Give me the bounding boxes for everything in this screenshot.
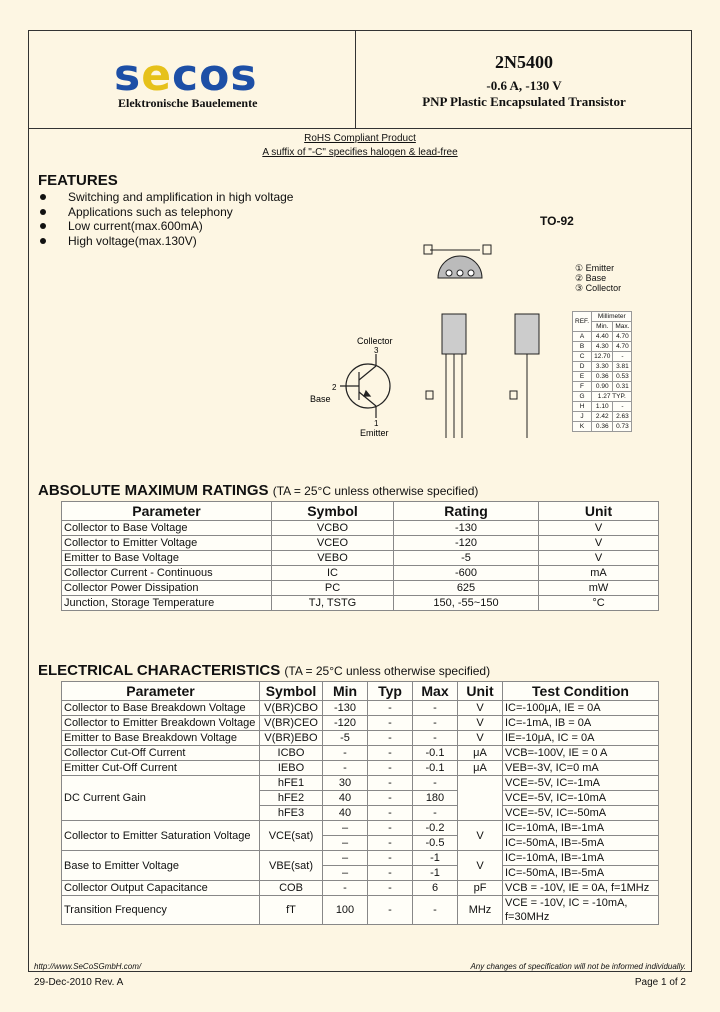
company-logo: secos [114,50,258,101]
dim-min-header: Min. [592,322,613,332]
feature-item: Switching and amplification in high voltage [38,190,293,205]
abs-max-condition: (TA = 25°C unless otherwise specified) [272,484,479,498]
pin-label-collector: ③ Collector [575,283,622,293]
table-row: Collector to Emitter Breakdown Voltage V(BR)CEO -120 - - V IC=-1mA, IB = 0A [62,716,659,731]
table-row: Collector to Base Voltage VCBO -130 V [62,521,659,536]
table-row: hFE2 40 - 180 VCE=-5V, IC=-10mA [62,791,659,806]
table-row: Emitter Cut-Off Current IEBO - - -0.1 μA VEB=-3V, IC=0 mA [62,761,659,776]
table-row: Collector to Base Breakdown Voltage V(BR)CBO -130 - - V IC=-100μA, IE = 0A [62,701,659,716]
table-row: E 0.36 0.53 [573,372,632,382]
feature-item: Low current(max.600mA) [38,219,293,234]
base-label: Base [310,394,331,404]
transistor-symbol [340,354,390,418]
table-row: Collector Power Dissipation PC 625 mW [62,581,659,596]
table-row: G 1.27 TYP. [573,392,632,402]
collector-pin-number: 3 [374,346,379,355]
feature-item: Applications such as telephony [38,205,293,220]
table-row: – - -0.5 IC=-50mA, IB=-5mA [62,836,659,851]
table-row: J 2.42 2.63 [573,412,632,422]
table-row: H 1.10 - [573,402,632,412]
feature-item: High voltage(max.130V) [38,234,293,249]
part-rating: -0.6 A, -130 V [486,78,562,93]
dim-unit-header: Millimeter [592,312,632,322]
dimension-table [572,311,632,432]
elec-char-title: ELECTRICAL CHARACTERISTICS (TA = 25°C unless otherwise specified) [38,662,491,679]
table-row: K 0.36 0.73 [573,422,632,432]
company-tagline: Elektronische Bauelemente [118,96,258,110]
rohs-line-2: A suffix of "-C" specifies halogen & lead-free [262,147,458,158]
table-row: Emitter to Base Breakdown Voltage V(BR)EBO -5 - - V IE=-10μA, IC = 0A [62,731,659,746]
abs-max-title: ABSOLUTE MAXIMUM RATINGS (TA = 25°C unless otherwise specified) [38,482,479,499]
table-row: DC Current Gain hFE1 30 - - VCE=-5V, IC=-1mA [62,776,659,791]
part-description: PNP Plastic Encapsulated Transistor [422,94,626,109]
table-row: Emitter to Base Voltage VEBO -5 V [62,551,659,566]
page-number: Page 1 of 2 [634,977,686,988]
pin-label-emitter: ① Emitter [575,263,615,273]
emitter-pin-number: 1 [374,419,379,428]
package-top-view [424,245,491,278]
package-drawing [310,240,570,450]
features-title: FEATURES [38,172,118,189]
table-row: Base to Emitter Voltage VBE(sat) – - -1 V IC=-10mA, IB=-1mA [62,851,659,866]
table-row: Transition Frequency fT 100 - - MHz VCE = -10V, IC = -10mA, f=30MHz [62,896,659,925]
pin-label-base: ② Base [575,273,607,283]
table-row: hFE3 40 - - VCE=-5V, IC=-50mA [62,806,659,821]
table-row: Collector Current - Continuous IC -600 mA [62,566,659,581]
table-row: – - -1 IC=-50mA, IB=-5mA [62,866,659,881]
collector-label: Collector [357,336,393,346]
table-row: Collector to Emitter Saturation Voltage VCE(sat) – - -0.2 V IC=-10mA, IB=-1mA [62,821,659,836]
table-row: B 4.30 4.70 [573,342,632,352]
rohs-line-1: RoHS Compliant Product [304,133,416,144]
table-row: A 4.40 4.70 [573,332,632,342]
table-row: Collector Cut-Off Current ICBO - - -0.1 μA VCB=-100V, IE = 0 A [62,746,659,761]
base-pin-number: 2 [332,383,337,392]
table-row: C 12.70 - [573,352,632,362]
footer-note: Any changes of specification will not be informed individually. [470,962,686,971]
dim-ref-header: REF. [573,312,592,332]
table-row: Collector to Emitter Voltage VCEO -120 V [62,536,659,551]
dim-max-header: Max. [613,322,632,332]
table-row: Collector Output Capacitance COB - - 6 pF VCB = -10V, IE = 0A, f=1MHz [62,881,659,896]
table-row: D 3.30 3.81 [573,362,632,372]
revision-date: 29-Dec-2010 Rev. A [34,977,124,988]
package-name: TO-92 [540,214,574,228]
emitter-label: Emitter [360,428,389,438]
elec-char-condition: (TA = 25°C unless otherwise specified) [284,664,491,678]
part-number: 2N5400 [495,52,553,72]
features-list [38,190,293,248]
package-side-view [426,314,539,438]
abs-max-table: Parameter Symbol Rating Unit Collector to Base Voltage VCBO -130 V Collector to Emitter Voltage VCEO -120 V Emitter to Base Voltage VEBO -5 V Collector Current - Continuous IC -600 mA Collector Power Dissipation PC 625 mW Junction, Storage Temperature TJ, TSTG 150, -55~150 °C [61,501,659,611]
table-row: F 0.90 0.31 [573,382,632,392]
footer-url[interactable]: http://www.SeCoSGmbH.com/ [34,962,142,971]
header-divider [28,128,692,129]
elec-char-table: Parameter Symbol Min Typ Max Unit Test Condition Collector to Base Breakdown Voltage V(BR)CBO -130 - - V IC=-100μA, IE = 0A Collector to Emitter Breakdown Voltage V(BR)CEO -120 - - V IC=-1mA, IB = 0A Emitter to Base Breakdown Voltage V(BR)EBO -5 - - V IE=-10μA, IC = 0A Collector Cut-Off Current ICBO - - -0.1 μA VCB=-100V, IE = 0 A Emitter Cut-Off Current IEBO - - -0.1 μA VEB=-3V, IC=0 mA DC Current Gain hFE1 30 - - VCE=-5V, IC=-1mA hFE2 40 - 180 VCE=-5V, IC=-10mA hFE3 40 - - VCE=-5V, IC=-50mA Collector to Emitter Saturation Voltage VCE(sat) – - -0.2 V IC=-10mA, IB=-1mA – - -0.5 IC=-50mA, IB=-5mA Base to Emitter Voltage VBE(sat) – - -1 V IC=-10mA, IB=-1mA – - -1 IC=-50mA, IB=-5mA Collector Output Capacitance COB - - 6 pF VCB = -10V, IE = 0A, f=1MHz Transition Frequency fT 100 - - MHz VCE = -10V, IC = -10mA, f=30MHz [61,681,659,925]
table-row: Junction, Storage Temperature TJ, TSTG 150, -55~150 °C [62,596,659,611]
